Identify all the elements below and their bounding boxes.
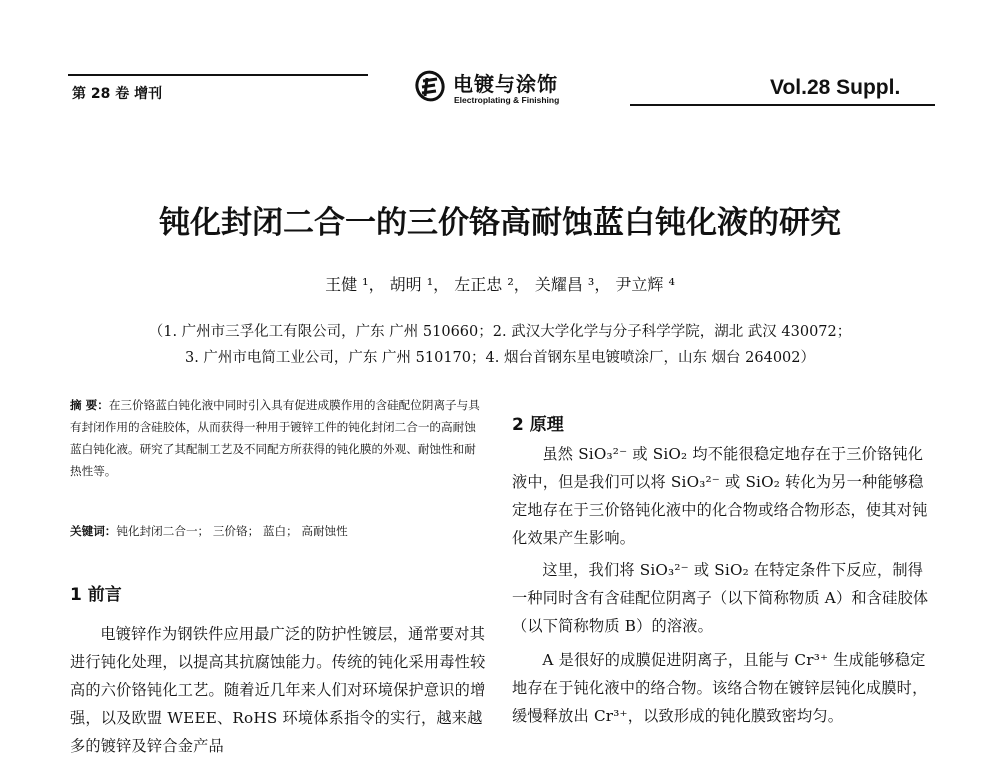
affiliation-line-2: 3. 广州市电简工业公司，广东 广州 510170；4. 烟台首钢东星电镀喷涂厂，山东 烟台 264002） <box>184 350 816 366</box>
journal-logo-en: Electroplating & Finishing <box>454 95 560 105</box>
paper-authors: 王健 ¹， 胡明 ¹， 左正忠 ²， 关耀昌 ³， 尹立辉 ⁴ <box>325 275 675 294</box>
header-rule-right <box>630 104 935 106</box>
section-2-paragraph-2: 这里，我们将 SiO₃²⁻ 或 SiO₂ 在特定条件下反应，制得一种同时含有含硅配位阴离子（以下简称物质 A）和含硅胶体（以下简称物质 B）的溶液。 <box>512 561 929 635</box>
section-2-paragraph-1: 虽然 SiO₃²⁻ 或 SiO₂ 均不能很稳定地存在于三价铬钝化液中，但是我们可以将 SiO₃²⁻ 或 SiO₂ 转化为另一种能够稳定地存在于三价铬钝化液中的化合物或络合物形态，使其对钝化效果产生影响。 <box>512 445 928 547</box>
keywords-label: 关键词： <box>70 524 117 538</box>
section-2-heading: 2 原理 <box>512 415 564 435</box>
journal-issue: Vol.28 Suppl. <box>770 76 901 99</box>
keywords-text: 钝化封闭二合一； 三价铬； 蓝白； 高耐蚀性 <box>116 524 348 538</box>
section-1-heading: 1 前言 <box>70 585 122 605</box>
section-1-paragraph: 电镀锌作为钢铁件应用最广泛的防护性镀层，通常要对其进行钝化处理，以提高其抗腐蚀能力。传统的钝化采用毒性较高的六价铬钝化工艺。随着近几年来人们对环境保护意识的增强，以及欧盟 WEEE、RoHS 环境体系指令的实行，越来越多的镀锌及锌合金产品 <box>70 625 486 755</box>
keywords <box>70 520 490 542</box>
journal-volume: 第 28 卷 增刊 <box>72 86 163 102</box>
paper-title: 钝化封闭二合一的三价铬高耐蚀蓝白钝化液的研究 <box>159 205 841 241</box>
section-2-paragraph-3: A 是很好的成膜促进阴离子，且能与 Cr³⁺ 生成能够稳定地存在于钝化液中的络合物。该络合物在镀锌层钝化成膜时，缓慢释放出 Cr³⁺，以致形成的钝化膜致密均匀。 <box>512 651 928 725</box>
abstract-label: 摘 要： <box>70 398 109 412</box>
header-rule-left <box>68 74 368 76</box>
journal-logo-cn: 电镀与涂饰 <box>453 72 558 96</box>
affiliation-line-1: （1. 广州市三孚化工有限公司，广东 广州 510660；2. 武汉大学化学与分子科学学院，湖北 武汉 430072； <box>148 324 852 340</box>
abstract <box>70 394 486 482</box>
abstract-text: 在三价铬蓝白钝化液中同时引入具有促进成膜作用的含硅配位阴离子与具有封闭作用的含硅胶体，从而获得一种用于镀锌工件的钝化封闭二合一的高耐蚀蓝白钝化液。研究了其配制工艺及不同配方所获得的钝化膜的外观、耐蚀性和耐热性等。 <box>70 398 480 478</box>
journal-logo-icon <box>413 69 447 103</box>
